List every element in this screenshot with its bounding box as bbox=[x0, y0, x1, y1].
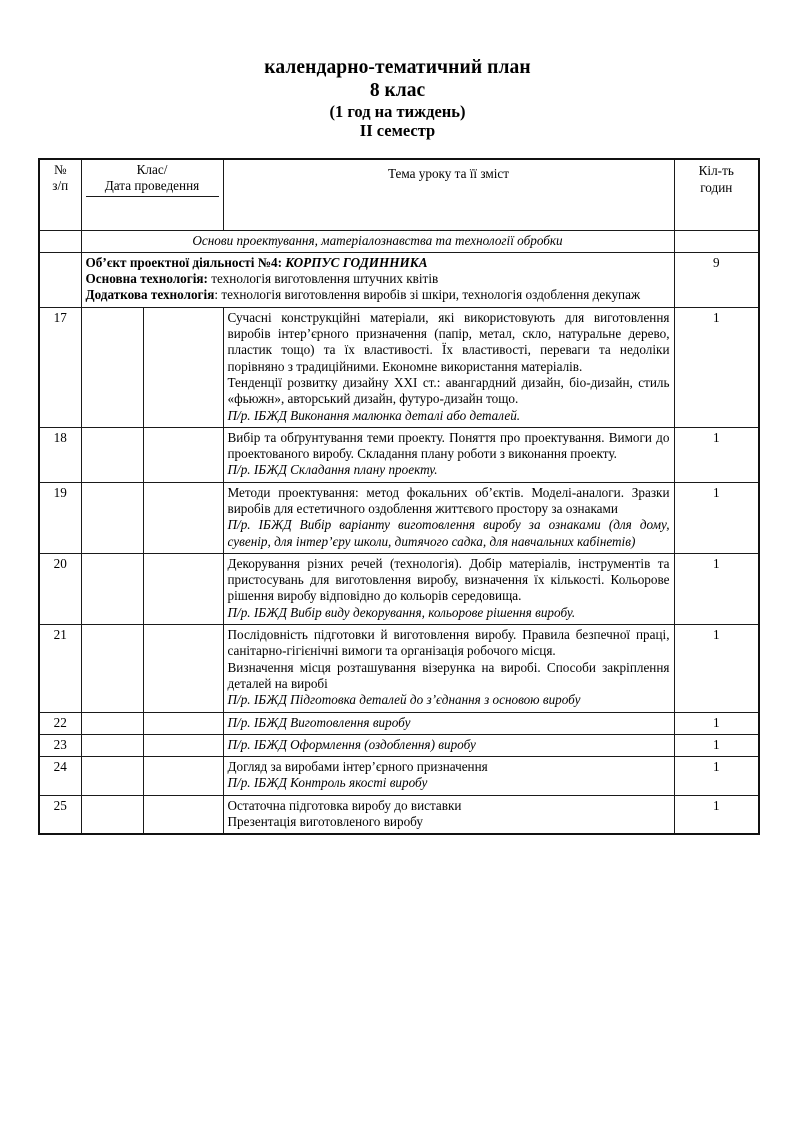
table-row bbox=[39, 795, 759, 834]
column-header-hours-line2: годин bbox=[700, 180, 733, 196]
row-class-cell[interactable] bbox=[81, 553, 143, 624]
row-topic-cell bbox=[223, 757, 674, 796]
document-title-block bbox=[38, 56, 757, 141]
topic-paragraph: Остаточна підготовка виробу до виставки bbox=[227, 797, 462, 813]
project-object-label: Об’єкт проектної діяльності №4: bbox=[85, 254, 286, 270]
row-topic-cell bbox=[223, 712, 674, 734]
column-header-date-label: Дата проведення bbox=[86, 178, 219, 196]
row-class-cell[interactable] bbox=[81, 734, 143, 756]
row-class-cell[interactable] bbox=[81, 482, 143, 553]
row-number: 20 bbox=[39, 553, 81, 624]
practical-work-line: П/р. ІБЖД Підготовка деталей до з’єднання з основою виробу bbox=[227, 692, 581, 708]
project-object-number-cell bbox=[39, 252, 81, 307]
column-header-number-line1: № bbox=[53, 161, 67, 177]
project-object-hours: 9 bbox=[674, 252, 759, 307]
title-grade: 8 клас bbox=[369, 80, 426, 101]
table-row bbox=[39, 553, 759, 624]
row-class-cell[interactable] bbox=[81, 757, 143, 796]
table-header-row bbox=[39, 159, 759, 230]
topic-paragraph: Визначення місця розташування візерунка на виробі. Способи закріплення деталей на виробі bbox=[227, 659, 670, 691]
project-object-title-line bbox=[86, 255, 670, 271]
main-technology-value: технологія виготовлення штучних квітів bbox=[207, 271, 439, 287]
row-hours: 1 bbox=[674, 307, 759, 427]
topic-paragraph: Тенденції розвитку дизайну XXI ст.: авангардний дизайн, біо-дизайн, стиль «фьюжн», авторський дизайн, футуро-дизайн тощо. bbox=[227, 374, 670, 407]
topic-paragraph: Послідовність підготовки й виготовлення виробу. Правила безпечної праці, санітарно-гігієнічні вимоги та організація робочого місця. bbox=[227, 627, 670, 659]
topic-paragraph: Методи проектування: метод фокальних об’єктів. Моделі-аналоги. Зразки виробів для естетичного оздоблення життєвого простору за ознаками bbox=[227, 484, 670, 516]
row-topic-cell bbox=[223, 734, 674, 756]
row-topic-cell bbox=[223, 553, 674, 624]
row-class-cell[interactable] bbox=[81, 307, 143, 427]
practical-work-line: П/р. ІБЖД Виготовлення виробу bbox=[227, 714, 411, 730]
topic-paragraph: Догляд за виробами інтер’єрного призначення bbox=[227, 759, 488, 775]
row-topic-cell bbox=[223, 625, 674, 712]
row-date-cell[interactable] bbox=[143, 482, 223, 553]
row-hours: 1 bbox=[674, 625, 759, 712]
row-class-cell[interactable] bbox=[81, 427, 143, 482]
project-object-row bbox=[39, 252, 759, 307]
row-hours: 1 bbox=[674, 795, 759, 834]
practical-work-line: П/р. ІБЖД Контроль якості виробу bbox=[227, 775, 428, 791]
header-spacer bbox=[86, 197, 219, 227]
row-date-cell[interactable] bbox=[143, 553, 223, 624]
topic-paragraph: Вибір та обґрунтування теми проекту. Поняття про проектування. Вимоги до проектованого виробу. Складання плану роботи з виконання проекту. bbox=[227, 429, 670, 462]
row-hours: 1 bbox=[674, 427, 759, 482]
extra-technology-line bbox=[86, 287, 670, 303]
project-object-content bbox=[81, 252, 674, 307]
page-title: календарно-тематичний план bbox=[264, 57, 531, 78]
row-number: 23 bbox=[39, 734, 81, 756]
row-date-cell[interactable] bbox=[143, 795, 223, 834]
row-class-cell[interactable] bbox=[81, 712, 143, 734]
practical-work-line: П/р. ІБЖД Виконання малюнка деталі або деталей. bbox=[227, 407, 521, 423]
row-date-cell[interactable] bbox=[143, 757, 223, 796]
row-topic-cell bbox=[223, 307, 674, 427]
row-hours: 1 bbox=[674, 757, 759, 796]
row-hours: 1 bbox=[674, 734, 759, 756]
column-header-hours-line1: Кіл-ть bbox=[698, 162, 734, 178]
row-date-cell[interactable] bbox=[143, 307, 223, 427]
table-row bbox=[39, 427, 759, 482]
column-header-class-label: Клас/ bbox=[136, 161, 168, 177]
table-row bbox=[39, 482, 759, 553]
banner-hours-cell bbox=[674, 230, 759, 252]
practical-work-line: П/р. ІБЖД Оформлення (оздоблення) виробу bbox=[227, 736, 476, 752]
practical-work-line: П/р. ІБЖД Вибір варіанту виготовлення виробу за ознаками (для дому, сувенір, для інтер’єру школи, дитячого садка, для навчальних кабінетів) bbox=[227, 517, 670, 549]
table-row bbox=[39, 734, 759, 756]
section-banner-row bbox=[39, 230, 759, 252]
row-hours: 1 bbox=[674, 482, 759, 553]
row-hours: 1 bbox=[674, 553, 759, 624]
table-row bbox=[39, 307, 759, 427]
row-number: 24 bbox=[39, 757, 81, 796]
row-class-cell[interactable] bbox=[81, 795, 143, 834]
project-object-name: КОРПУС ГОДИННИКА bbox=[285, 254, 428, 270]
row-number: 17 bbox=[39, 307, 81, 427]
row-date-cell[interactable] bbox=[143, 427, 223, 482]
extra-technology-value: : технологія виготовлення виробів зі шкіри, технологія оздоблення декупаж bbox=[214, 287, 641, 303]
row-topic-cell bbox=[223, 795, 674, 834]
row-number: 25 bbox=[39, 795, 81, 834]
banner-number-cell bbox=[39, 230, 81, 252]
column-header-number bbox=[39, 159, 81, 230]
row-class-cell[interactable] bbox=[81, 625, 143, 712]
row-topic-cell bbox=[223, 482, 674, 553]
column-header-number-line2: з/п bbox=[52, 178, 69, 194]
main-technology-label: Основна технологія: bbox=[85, 271, 208, 287]
row-date-cell[interactable] bbox=[143, 712, 223, 734]
row-number: 18 bbox=[39, 427, 81, 482]
title-hours-per-week: (1 год на тиждень) bbox=[329, 102, 466, 121]
topic-paragraph: Сучасні конструкційні матеріали, які використовують для виготовлення виробів інтер’єрного призначення (папір, метал, скло, натуральне дерево, пластик тощо) та їх властивості. Їх властивості, переваги та недоліки порівняно з традиційними. Економне використання матеріалів. bbox=[227, 309, 670, 374]
topic-paragraph: Презентація виготовленого виробу bbox=[227, 814, 423, 830]
topic-paragraph: Декорування різних речей (технологія). Добір матеріалів, інструментів та пристосувань для виготовлення виробу, визначення їх кількості. Кольорове рішення виробу відповідно до кольорів середовища. bbox=[227, 555, 670, 604]
table-row bbox=[39, 712, 759, 734]
row-number: 22 bbox=[39, 712, 81, 734]
table-row bbox=[39, 625, 759, 712]
practical-work-line: П/р. ІБЖД Складання плану проекту. bbox=[227, 462, 438, 478]
section-banner-label: Основи проектування, матеріалознавства та технології обробки bbox=[81, 230, 674, 252]
practical-work-line: П/р. ІБЖД Вибір виду декорування, кольорове рішення виробу. bbox=[227, 604, 576, 620]
column-header-class-date bbox=[81, 159, 223, 230]
title-semester: II семестр bbox=[359, 121, 436, 141]
row-number: 19 bbox=[39, 482, 81, 553]
main-technology-line bbox=[86, 271, 670, 287]
row-number: 21 bbox=[39, 625, 81, 712]
row-date-cell[interactable] bbox=[143, 625, 223, 712]
extra-technology-label: Додаткова технологія bbox=[85, 287, 215, 303]
calendar-thematic-plan-table bbox=[38, 158, 760, 835]
row-topic-cell bbox=[223, 427, 674, 482]
row-date-cell[interactable] bbox=[143, 734, 223, 756]
table-row bbox=[39, 757, 759, 796]
column-header-lesson-topic: Тема уроку та її зміст bbox=[223, 159, 674, 230]
row-hours: 1 bbox=[674, 712, 759, 734]
column-header-hours bbox=[674, 159, 759, 230]
